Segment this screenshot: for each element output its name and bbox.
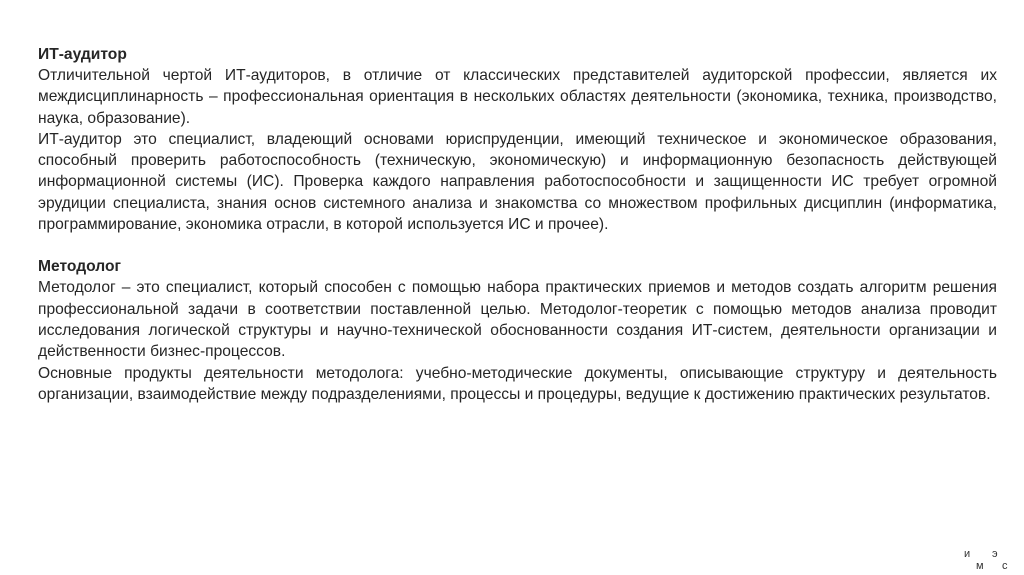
institution-logo [964, 549, 1012, 575]
logo-letter: с [1002, 560, 1008, 572]
paragraph-methodologist-definition: Методолог – это специалист, который способен с помощью набора практических приемов и методов создать алгоритм решения профессиональной задачи в соответствии поставленной целью. Методолог-теоретик с помощью методов анализа проводит исследования логической структуры и научно-технической обоснованности создания ИТ-систем, деятельности организации и действенности бизнес-процессов. [38, 279, 997, 361]
section-title-methodologist: Методолог [38, 258, 121, 276]
paragraph-it-auditor-intro: Отличительной чертой ИТ-аудиторов, в отличие от классических представителей аудиторской профессии, является их междисциплинарность – профессиональная ориентация в нескольких областях деятельности (экономика, техника, производство, наука, образование). [38, 67, 997, 127]
logo-letter: э [992, 548, 998, 560]
logo-letter: и [964, 548, 971, 560]
paragraph-methodologist-products: Основные продукты деятельности методолога: учебно-методические документы, описывающие структуру и деятельность организации, взаимодействие между подразделениями, процессы и процедуры, ведущие к достижению практических результатов. [38, 364, 997, 403]
slide-content [38, 44, 997, 405]
paragraph-it-auditor-definition: ИТ-аудитор это специалист, владеющий основами юриспруденции, имеющий техническое и экономическое образования, способный проверить работоспособность (техническую, экономическую) и информационную безопасность действующей информационной системы (ИС). Проверка каждого направления работоспособности и защищенности ИС требует огромной эрудиции специалиста, знания основ системного анализа и знакомства со множеством профильных дисциплин (информатика, программирование, экономика отрасли, в которой используется ИС и прочее). [38, 130, 997, 234]
section-title-it-auditor: ИТ-аудитор [38, 46, 127, 63]
section-spacer [38, 235, 997, 256]
logo-letter: м [976, 560, 984, 572]
